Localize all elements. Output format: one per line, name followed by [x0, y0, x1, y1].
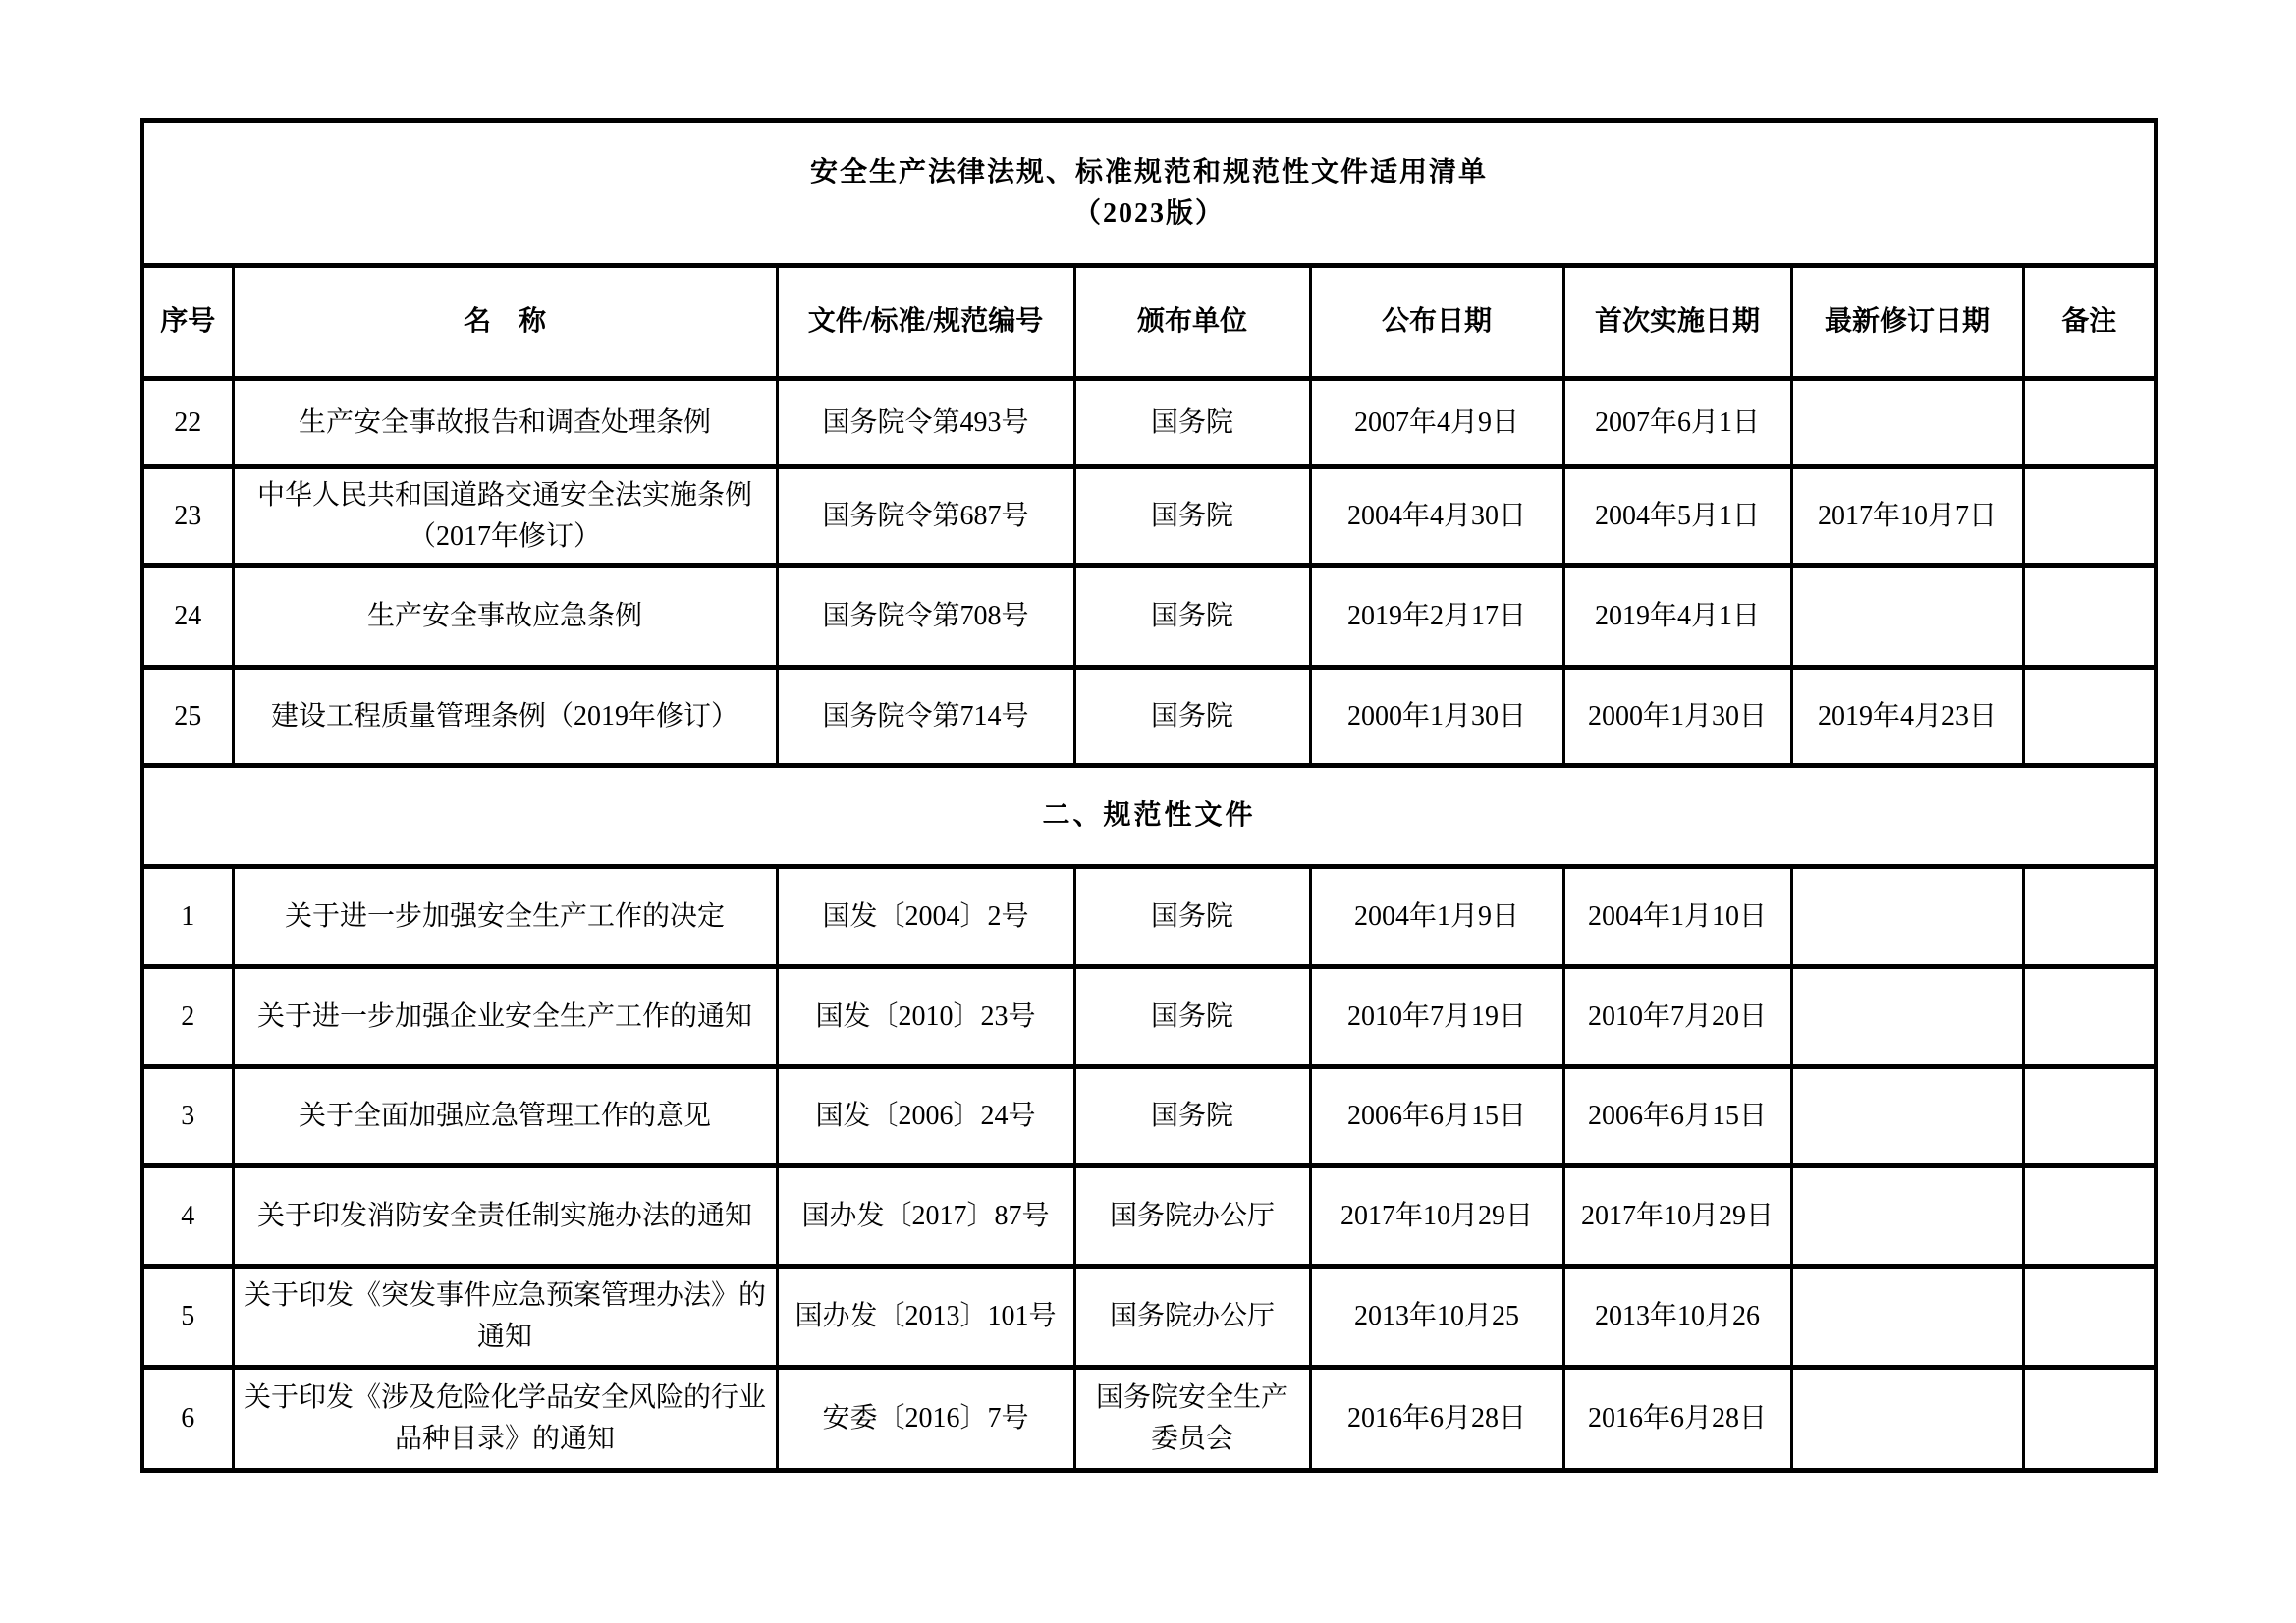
cell-code: 国务院令第493号 — [777, 379, 1074, 467]
cell-latest-revision-date — [1791, 1368, 2023, 1471]
cell-remark — [2023, 1166, 2156, 1267]
cell-index: 23 — [142, 467, 233, 566]
cell-remark — [2023, 1368, 2156, 1471]
cell-publish-date: 2016年6月28日 — [1310, 1368, 1563, 1471]
col-header-code: 文件/标准/规范编号 — [777, 266, 1074, 379]
table-title-cell — [142, 121, 2156, 266]
column-header-row — [142, 266, 2156, 379]
cell-publish-date: 2004年4月30日 — [1310, 467, 1563, 566]
col-header-issuer: 颁布单位 — [1074, 266, 1310, 379]
cell-name: 建设工程质量管理条例（2019年修订） — [233, 668, 777, 766]
cell-latest-revision-date — [1791, 1067, 2023, 1166]
cell-remark — [2023, 668, 2156, 766]
cell-name: 关于印发消防安全责任制实施办法的通知 — [233, 1166, 777, 1267]
cell-publish-date: 2000年1月30日 — [1310, 668, 1563, 766]
cell-first-impl-date: 2019年4月1日 — [1563, 566, 1791, 668]
cell-name: 生产安全事故应急条例 — [233, 566, 777, 668]
cell-name: 关于进一步加强企业安全生产工作的通知 — [233, 967, 777, 1067]
cell-index: 3 — [142, 1067, 233, 1166]
cell-latest-revision-date — [1791, 967, 2023, 1067]
cell-latest-revision-date — [1791, 1267, 2023, 1368]
cell-first-impl-date: 2007年6月1日 — [1563, 379, 1791, 467]
cell-remark — [2023, 867, 2156, 967]
table-row — [142, 1067, 2156, 1166]
cell-first-impl-date: 2010年7月20日 — [1563, 967, 1791, 1067]
cell-issuer: 国务院 — [1074, 867, 1310, 967]
cell-index: 22 — [142, 379, 233, 467]
cell-index: 25 — [142, 668, 233, 766]
cell-name: 中华人民共和国道路交通安全法实施条例（2017年修订） — [233, 467, 777, 566]
cell-issuer: 国务院办公厅 — [1074, 1166, 1310, 1267]
cell-issuer: 国务院 — [1074, 967, 1310, 1067]
cell-first-impl-date: 2006年6月15日 — [1563, 1067, 1791, 1166]
cell-name: 关于进一步加强安全生产工作的决定 — [233, 867, 777, 967]
cell-latest-revision-date — [1791, 867, 2023, 967]
cell-latest-revision-date: 2017年10月7日 — [1791, 467, 2023, 566]
cell-remark — [2023, 1267, 2156, 1368]
cell-issuer: 国务院 — [1074, 668, 1310, 766]
cell-publish-date: 2013年10月25 — [1310, 1267, 1563, 1368]
cell-publish-date: 2017年10月29日 — [1310, 1166, 1563, 1267]
cell-issuer: 国务院 — [1074, 379, 1310, 467]
cell-publish-date: 2019年2月17日 — [1310, 566, 1563, 668]
section-heading: 二、规范性文件 — [142, 766, 2156, 867]
cell-remark — [2023, 467, 2156, 566]
cell-publish-date: 2010年7月19日 — [1310, 967, 1563, 1067]
cell-remark — [2023, 379, 2156, 467]
cell-first-impl-date: 2013年10月26 — [1563, 1267, 1791, 1368]
cell-remark — [2023, 1067, 2156, 1166]
regulations-table — [140, 118, 2158, 1473]
cell-code: 国发〔2004〕2号 — [777, 867, 1074, 967]
cell-code: 安委〔2016〕7号 — [777, 1368, 1074, 1471]
cell-index: 4 — [142, 1166, 233, 1267]
cell-issuer: 国务院办公厅 — [1074, 1267, 1310, 1368]
cell-publish-date: 2004年1月9日 — [1310, 867, 1563, 967]
cell-index: 5 — [142, 1267, 233, 1368]
cell-remark — [2023, 967, 2156, 1067]
col-header-first-impl-date: 首次实施日期 — [1563, 266, 1791, 379]
cell-latest-revision-date — [1791, 1166, 2023, 1267]
col-header-latest-revision-date: 最新修订日期 — [1791, 266, 2023, 379]
cell-name: 关于印发《突发事件应急预案管理办法》的通知 — [233, 1267, 777, 1368]
title-row — [142, 121, 2156, 266]
cell-issuer: 国务院 — [1074, 1067, 1310, 1166]
cell-issuer: 国务院 — [1074, 467, 1310, 566]
cell-latest-revision-date — [1791, 566, 2023, 668]
col-header-remark: 备注 — [2023, 266, 2156, 379]
cell-code: 国务院令第714号 — [777, 668, 1074, 766]
cell-latest-revision-date: 2019年4月23日 — [1791, 668, 2023, 766]
cell-code: 国办发〔2017〕87号 — [777, 1166, 1074, 1267]
table-row — [142, 668, 2156, 766]
cell-first-impl-date: 2000年1月30日 — [1563, 668, 1791, 766]
table-row — [142, 566, 2156, 668]
table-row — [142, 379, 2156, 467]
cell-issuer: 国务院 — [1074, 566, 1310, 668]
col-header-publish-date: 公布日期 — [1310, 266, 1563, 379]
cell-issuer: 国务院安全生产委员会 — [1074, 1368, 1310, 1471]
cell-name: 关于全面加强应急管理工作的意见 — [233, 1067, 777, 1166]
cell-code: 国办发〔2013〕101号 — [777, 1267, 1074, 1368]
table-row — [142, 967, 2156, 1067]
table-row — [142, 1267, 2156, 1368]
cell-first-impl-date: 2004年5月1日 — [1563, 467, 1791, 566]
table-row — [142, 1368, 2156, 1471]
cell-code: 国务院令第708号 — [777, 566, 1074, 668]
cell-remark — [2023, 566, 2156, 668]
table-row — [142, 467, 2156, 566]
cell-publish-date: 2006年6月15日 — [1310, 1067, 1563, 1166]
cell-latest-revision-date — [1791, 379, 2023, 467]
cell-code: 国务院令第687号 — [777, 467, 1074, 566]
table-row — [142, 1166, 2156, 1267]
cell-index: 2 — [142, 967, 233, 1067]
cell-first-impl-date: 2016年6月28日 — [1563, 1368, 1791, 1471]
cell-first-impl-date: 2004年1月10日 — [1563, 867, 1791, 967]
cell-index: 6 — [142, 1368, 233, 1471]
table-row — [142, 867, 2156, 967]
cell-first-impl-date: 2017年10月29日 — [1563, 1166, 1791, 1267]
cell-index: 1 — [142, 867, 233, 967]
col-header-index: 序号 — [142, 266, 233, 379]
page-subtitle: （2023版） — [1073, 197, 1226, 229]
cell-publish-date: 2007年4月9日 — [1310, 379, 1563, 467]
cell-name: 关于印发《涉及危险化学品安全风险的行业品种目录》的通知 — [233, 1368, 777, 1471]
cell-code: 国发〔2006〕24号 — [777, 1067, 1074, 1166]
col-header-name: 名 称 — [233, 266, 777, 379]
cell-code: 国发〔2010〕23号 — [777, 967, 1074, 1067]
page-title: 安全生产法律法规、标准规范和规范性文件适用清单 — [810, 156, 1489, 188]
section-heading-row — [142, 766, 2156, 867]
cell-name: 生产安全事故报告和调查处理条例 — [233, 379, 777, 467]
cell-index: 24 — [142, 566, 233, 668]
